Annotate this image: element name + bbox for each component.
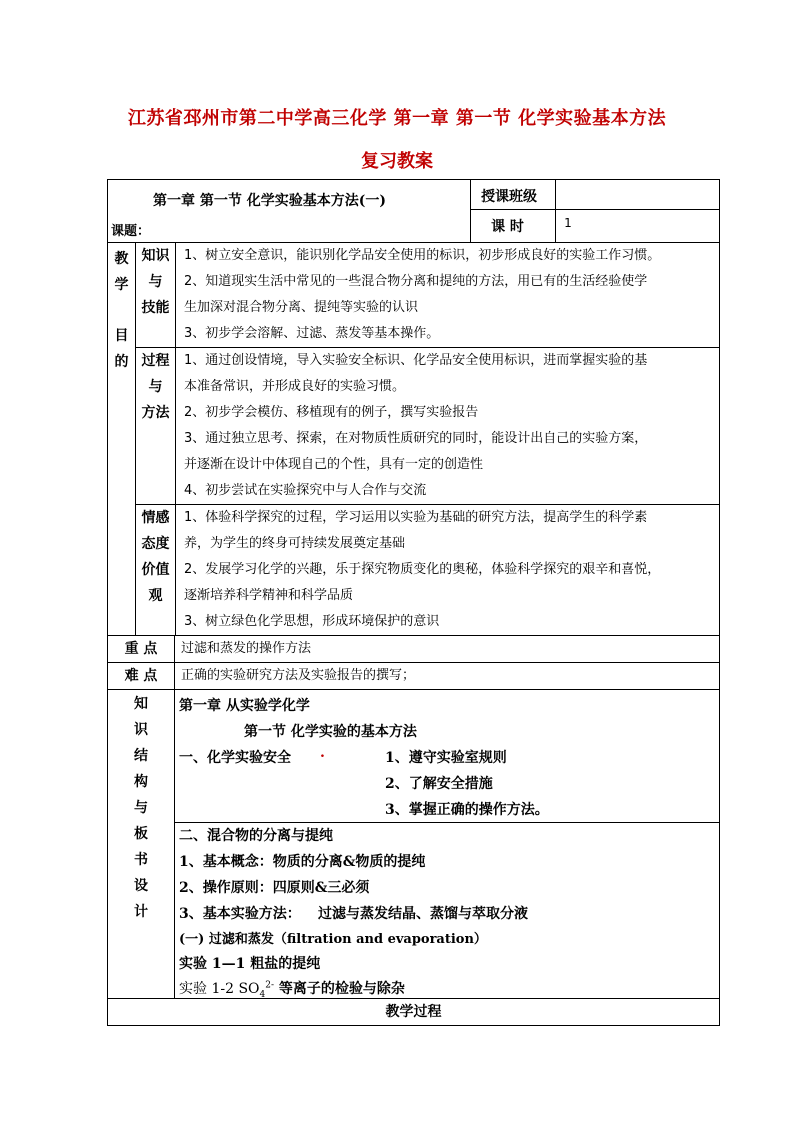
goal-line: 2、初步学会模仿、移植现有的例子，撰写实验报告	[184, 405, 479, 420]
topic-cell	[108, 180, 471, 243]
goal-label-line: 技能	[141, 300, 170, 316]
board-char: 构	[134, 774, 148, 790]
board-experiment-2	[179, 978, 405, 1000]
board-char: 书	[134, 852, 148, 868]
goal-line: 3、通过独立思考、探索，在对物质性质研究的同时，能设计出自己的实验方案，	[184, 431, 648, 446]
board-separation-title: 二、混合物的分离与提纯	[179, 828, 333, 844]
exp2-subscript: 4	[259, 989, 266, 1000]
goal-text-attitude	[176, 505, 720, 636]
goal-line: 3、树立绿色化学思想，形成环境保护的意识	[184, 614, 440, 629]
board-concept: 1、基本概念：物质的分离&物质的提纯	[179, 854, 426, 870]
goal-label-line: 情感	[141, 510, 170, 526]
topic-label: 课题：	[111, 224, 151, 239]
goal-label-line: 价值观	[141, 562, 170, 604]
board-section: 第一节 化学实验的基本方法	[244, 724, 417, 740]
goal-label-attitude	[136, 505, 176, 636]
difficulty-text: 正确的实验研究方法及实验报告的撰写；	[175, 663, 720, 690]
goal-label-line: 知识	[141, 248, 170, 264]
goal-label-process	[136, 348, 176, 505]
goal-line: 并逐渐在设计中体现自己的个性，具有一定的创造性	[184, 457, 484, 472]
goal-line: 1、体验科学探究的过程，学习运用以实验为基础的研究方法，提高学生的科学素	[184, 510, 648, 525]
board-char: 设	[134, 878, 148, 894]
board-char: 知	[134, 696, 148, 712]
board-char: 与	[134, 800, 148, 816]
goal-label-line: 与	[148, 379, 163, 395]
class-label: 授课班级	[471, 180, 556, 210]
board-safety-item: 3、掌握正确的操作方法。	[385, 802, 549, 818]
exp2-prefix: 实验 1-2 SO	[179, 981, 260, 997]
process-header: 教学过程	[108, 999, 720, 1026]
document-subtitle: 复习教案	[361, 151, 433, 172]
goal-text-knowledge	[176, 243, 720, 348]
board-safety-dot: .	[320, 745, 325, 761]
goals-label	[108, 243, 136, 636]
goal-label-line: 态度	[141, 536, 170, 552]
goals-char: 学	[114, 277, 129, 293]
board-safety-title: 一、化学实验安全	[179, 750, 291, 766]
board-filtration: (一) 过滤和蒸发（filtration and evaporation）	[179, 932, 487, 947]
goals-char: 教	[114, 251, 129, 267]
goal-line: 1、通过创设情境，导入实验安全标识、化学品安全使用标识，进而掌握实验的基	[184, 353, 648, 368]
document-title: 江苏省邳州市第二中学高三化学 第一章 第一节 化学实验基本方法	[127, 108, 667, 129]
board-char: 识	[134, 722, 148, 738]
board-divider	[175, 822, 719, 823]
board-principle: 2、操作原则：四原则&三必须	[179, 880, 370, 896]
class-value	[556, 180, 720, 210]
difficulty-label: 难 点	[108, 663, 175, 690]
board-safety-item: 1、遵守实验室规则	[385, 750, 507, 766]
key-point-text: 过滤和蒸发的操作方法	[175, 636, 720, 663]
goal-line: 本准备常识，并形成良好的实验习惯。	[184, 379, 406, 394]
goal-label-line: 与	[148, 274, 163, 290]
goal-line: 1、树立安全意识，能识别化学品安全使用的标识，初步形成良好的实验工作习惯。	[184, 248, 661, 263]
board-experiment-1: 实验 1—1 粗盐的提纯	[179, 956, 321, 972]
goals-char: 目	[114, 328, 129, 344]
goals-char: 的	[114, 354, 129, 370]
goal-text-process	[176, 348, 720, 505]
goal-line: 逐渐培养科学精神和科学品质	[184, 588, 354, 603]
goal-line: 3、初步学会溶解、过滤、蒸发等基本操作。	[184, 326, 440, 341]
board-label	[108, 690, 175, 999]
board-methods-label: 3、基本实验方法：	[179, 906, 301, 922]
hours-label: 课 时	[471, 210, 556, 243]
board-char: 结	[134, 748, 148, 764]
topic-title: 第一章 第一节 化学实验基本方法(一)	[153, 193, 386, 209]
goal-label-line: 方法	[141, 405, 170, 421]
goal-line: 生加深对混合物分离、提纯等实验的认识	[184, 300, 419, 315]
exp2-suffix: 等离子的检验与除杂	[274, 981, 405, 997]
board-char: 计	[134, 904, 148, 920]
board-safety-item: 2、了解安全措施	[385, 776, 493, 792]
goal-label-knowledge	[136, 243, 176, 348]
board-char: 板	[134, 826, 148, 842]
key-point-label: 重 点	[108, 636, 175, 663]
goal-line: 2、知道现实生活中常见的一些混合物分离和提纯的方法，用已有的生活经验使学	[184, 274, 648, 289]
goal-line: 养，为学生的终身可持续发展奠定基础	[184, 536, 406, 551]
board-methods-value: 过滤与蒸发结晶、蒸馏与萃取分液	[318, 906, 528, 922]
hours-value: 1	[556, 210, 720, 243]
board-chapter: 第一章 从实验学化学	[179, 698, 310, 714]
lesson-plan-table	[107, 179, 719, 1026]
exp2-superscript: 2-	[265, 980, 275, 991]
goal-label-line: 过程	[141, 353, 170, 369]
goal-line: 4、初步尝试在实验探究中与人合作与交流	[184, 483, 427, 498]
goal-line: 2、发展学习化学的兴趣，乐于探究物质变化的奥秘，体验科学探究的艰辛和喜悦，	[184, 562, 661, 577]
board-content	[175, 690, 720, 999]
